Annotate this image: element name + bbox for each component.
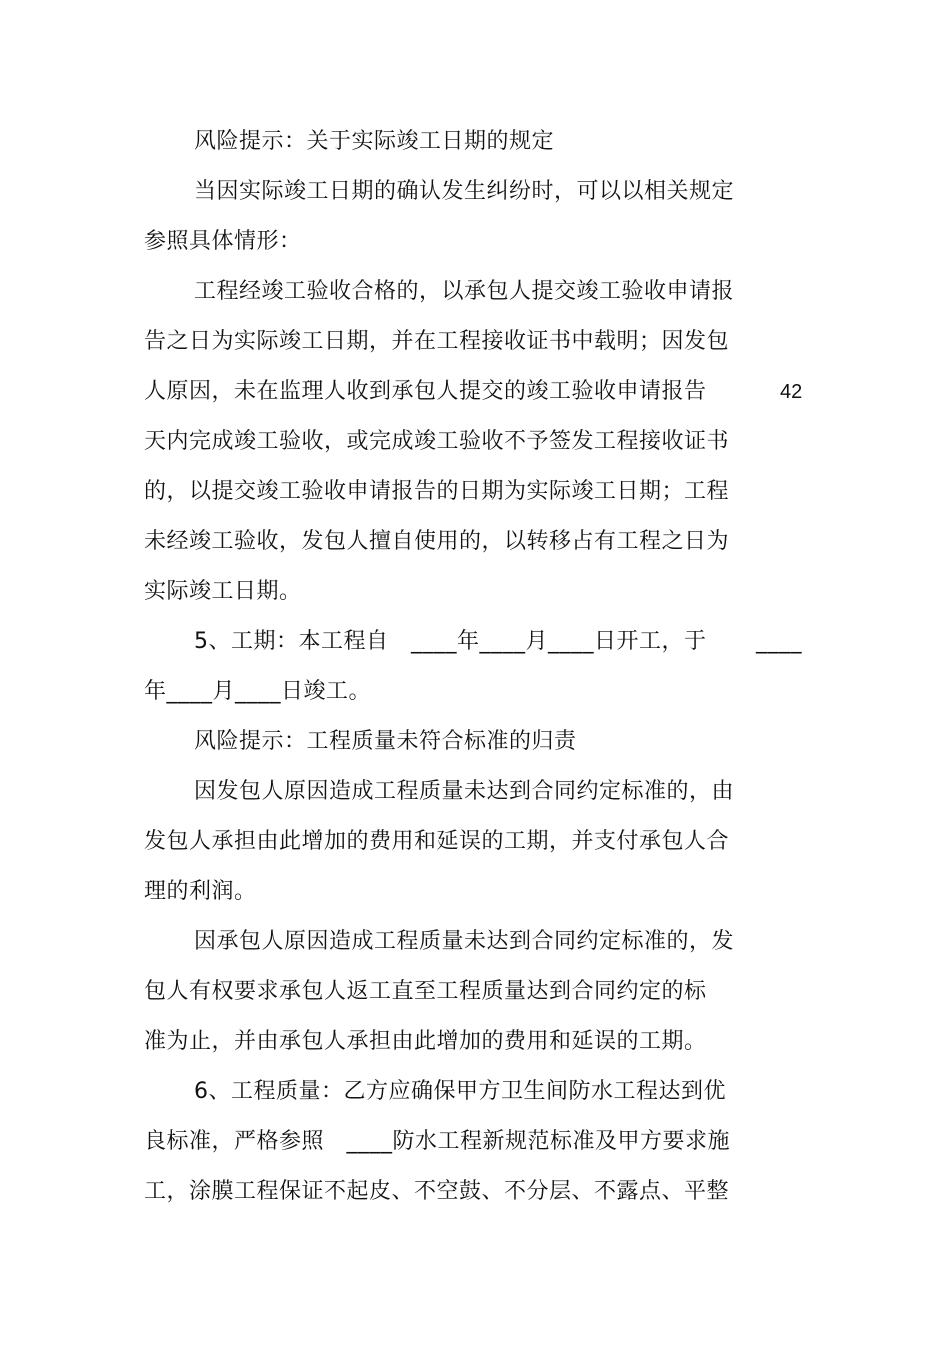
text-line-12: 年____月____日竣工。 bbox=[144, 679, 372, 704]
text-line-11: 5、工期：本工程自 ____年____月____日开工，于 bbox=[194, 629, 707, 654]
text-line-18: 包人有权要求承包人返工直至工程质量达到合同约定的标 bbox=[144, 979, 707, 1004]
text-line-22: 工，涂膜工程保证不起皮、不空鼓、不分层、不露点、平整 bbox=[144, 1179, 730, 1204]
text-line-20: 6、工程质量：乙方应确保甲方卫生间防水工程达到优 bbox=[194, 1079, 726, 1104]
text-line-13: 风险提示：工程质量未符合标准的归责 bbox=[194, 729, 577, 754]
text-line-17: 因承包人原因造成工程质量未达到合同约定标准的，发 bbox=[194, 929, 735, 954]
text-line-6: 人原因，未在监理人收到承包人提交的竣工验收申请报告 bbox=[144, 379, 707, 404]
text-line-7: 天内完成竣工验收，或完成竣工验收不予签发工程接收证书 bbox=[144, 429, 730, 454]
text-line-1: 风险提示：关于实际竣工日期的规定 bbox=[194, 129, 555, 154]
text-line-9: 未经竣工验收，发包人擅自使用的，以转移占有工程之日为 bbox=[144, 529, 730, 554]
page-number: 42 bbox=[780, 381, 803, 403]
text-line-21: 良标准，严格参照 ____防水工程新规范标准及甲方要求施 bbox=[144, 1129, 731, 1154]
text-line-14: 因发包人原因造成工程质量未达到合同约定标准的，由 bbox=[194, 779, 735, 804]
text-line-16: 理的利润。 bbox=[144, 879, 257, 904]
text-line-5: 告之日为实际竣工日期，并在工程接收证书中载明；因发包 bbox=[144, 329, 730, 354]
text-line-3: 参照具体情形： bbox=[144, 229, 302, 254]
text-line-8: 的，以提交竣工验收申请报告的日期为实际竣工日期；工程 bbox=[144, 479, 730, 504]
text-line-2: 当因实际竣工日期的确认发生纠纷时，可以以相关规定 bbox=[194, 179, 735, 204]
text-line-19: 准为止，并由承包人承担由此增加的费用和延误的工期。 bbox=[144, 1029, 707, 1054]
trailing-blank: ____ bbox=[756, 629, 802, 654]
text-line-10: 实际竣工日期。 bbox=[144, 579, 302, 604]
text-line-15: 发包人承担由此增加的费用和延误的工期，并支付承包人合 bbox=[144, 829, 730, 854]
text-line-4: 工程经竣工验收合格的，以承包人提交竣工验收申请报 bbox=[194, 279, 735, 304]
